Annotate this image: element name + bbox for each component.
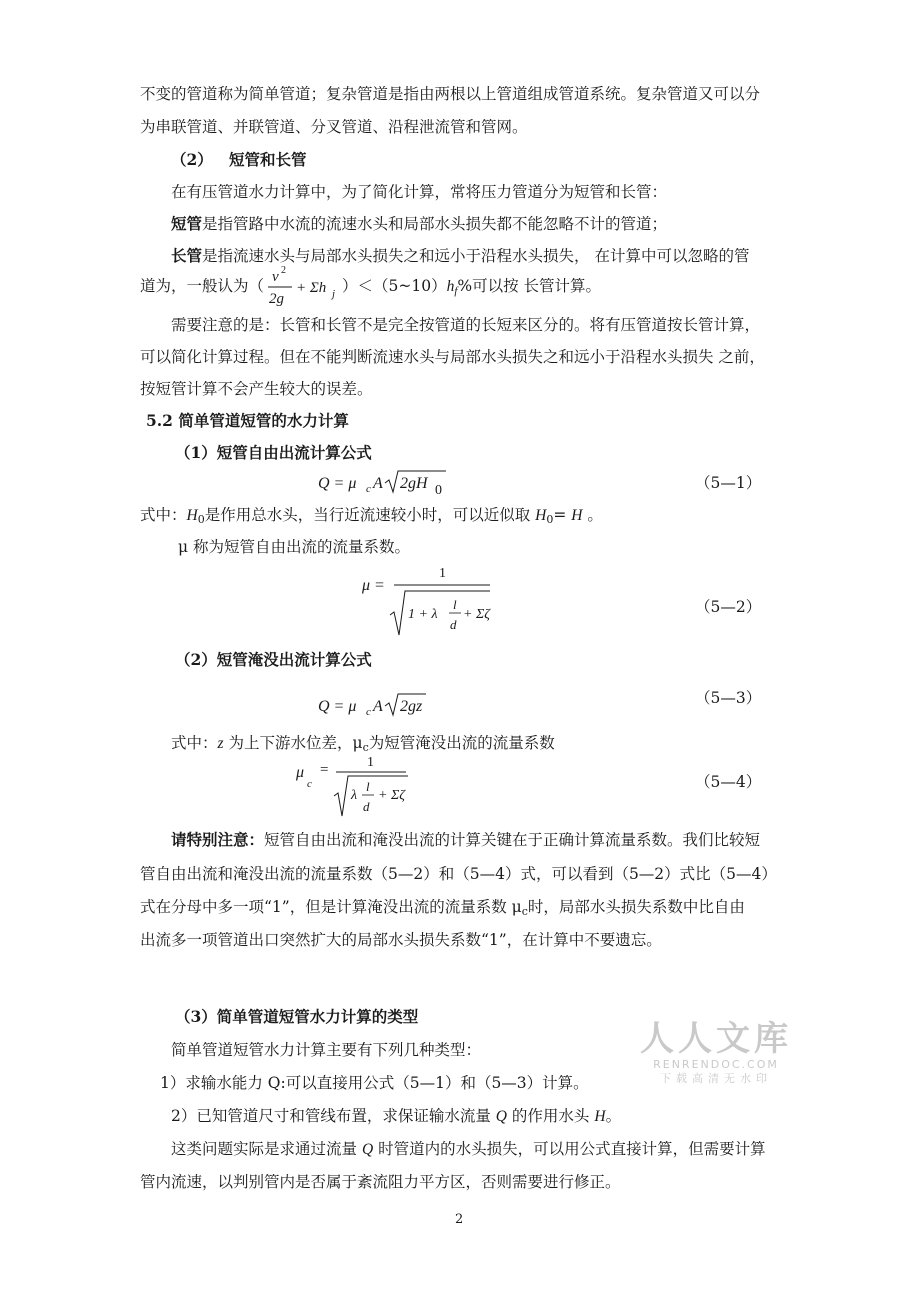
eq3-where-pre: 式中： [171, 734, 218, 752]
special-note-line1 [171, 830, 760, 850]
eq1-mid: A [373, 475, 383, 492]
type2-end: 。 [605, 1107, 622, 1125]
eq-5-2 [362, 563, 497, 645]
heading-short-long [171, 150, 307, 170]
special-note-line4: 出流多一项管道出口突然扩大的局部水头损失系数“1”，在计算中不要遗忘。 [140, 931, 662, 949]
watermark-slogan: 下载高清无水印 [660, 1072, 772, 1085]
def-long-text1: 是指流速水头与局部水头损失之和远小于沿程水头损失， 在计算中可以忽略的管 [202, 247, 750, 265]
section-5-2-title: 5.2 简单管道短管的水力计算 [146, 411, 349, 430]
page-number: 2 [455, 1212, 464, 1227]
special-note-line3-post: 时，局部水头损失系数中比自由 [527, 898, 745, 916]
def-long-term: 长管 [171, 246, 203, 265]
hf-sub: f [454, 285, 458, 297]
types-intro: 简单管道短管水力计算主要有下列几种类型： [171, 1041, 482, 1059]
eq-5-2-number: （5—2） [695, 598, 762, 616]
frac-numerator-sup: 2 [281, 265, 287, 276]
eq-5-1-svg [318, 467, 458, 497]
eq4-eq: = [320, 762, 329, 778]
type2 [171, 1106, 621, 1127]
h-symbol: H [571, 507, 583, 524]
watermark-logo: 人人文库 [640, 1019, 792, 1059]
h0-sub: 0 [197, 513, 205, 526]
eq3-rad: 2gz [400, 698, 423, 715]
eq1-where-text: 是作用总水头，当行近流速较小时，可以近似取 [204, 506, 536, 524]
z-symbol: z [217, 735, 224, 752]
h0-symbol: H [186, 507, 198, 524]
type2-pre: 2）已知管道尺寸和管线布置，求保证输水流量 [171, 1107, 496, 1125]
frac-plus-sum: + Σh [296, 280, 327, 296]
special-note-line2: 管自由出流和淹没出流的流量系数（5—2）和（5—4）式，可以看到（5—2）式比（5—4） [140, 865, 777, 883]
frac-numerator: v [272, 269, 279, 285]
type2-desc-post: 时管道内的水头损失，可以用公式直接计算，但需要计算 [373, 1140, 766, 1158]
eq1-rad-sub: 0 [435, 483, 442, 498]
eq2-numerator: 1 [439, 566, 446, 581]
special-note-line3-pre: 式在分母中多一项“1”，但是计算淹没出流的流量系数 μ [140, 898, 522, 916]
def-long-line1 [171, 246, 749, 266]
def-long-line2-post: ）＜（5~10） [342, 277, 447, 295]
eq4-lhs-sub: c [307, 778, 312, 790]
h0b-symbol: H [535, 507, 547, 524]
eq-5-2-svg [362, 563, 497, 641]
eq2-one-lambda: 1 + λ [408, 607, 438, 622]
type1: 1）求输水能力 Q:可以直接用公式（5—1）和（5—3）计算。 [160, 1074, 589, 1092]
sub2-title: （2）短管淹没出流计算公式 [175, 650, 372, 669]
para1-line1: 不变的管道称为简单管道；复杂管道是指由两根以上管道组成管道系统。复杂管道又可以分 [140, 85, 761, 103]
type2-q: Q [495, 1108, 507, 1125]
eq2-d: d [450, 617, 457, 632]
eq1-where-eq: = [553, 506, 572, 524]
eq4-numerator: 1 [367, 755, 374, 770]
eq1-where-pre: 式中： [140, 506, 187, 524]
type2-desc-pre: 这类问题实际是求通过流量 [171, 1140, 362, 1158]
eq4-sum: + Σζ [378, 788, 405, 803]
velocity-head-fraction [264, 265, 342, 309]
eq3-where-text2: 为短管淹没出流的流量系数 [368, 734, 555, 752]
eq4-l: l [366, 779, 370, 794]
eq-5-1 [318, 467, 458, 501]
type2-h: H [594, 1108, 606, 1125]
special-note-line3 [140, 897, 745, 922]
heading-number: （2） [171, 150, 213, 169]
watermark [640, 1020, 792, 1086]
eq3-where-text: 为上下游水位差，μ [223, 734, 363, 752]
special-note-term: 请特别注意： [171, 830, 265, 849]
type2-desc-q: Q [361, 1141, 374, 1158]
def-long-line2-pre: 道为，一般认为（ [140, 277, 265, 295]
eq2-l: l [453, 597, 457, 612]
heading-text: 短管和长管 [229, 150, 307, 169]
eq1-where [140, 505, 603, 530]
def-long-line2-end: %可以按 长管计算。 [457, 277, 602, 295]
def-short [171, 214, 667, 234]
eq3-mid: A [373, 698, 383, 715]
eq2-sum: + Σζ [463, 607, 490, 622]
eq-5-4-svg [296, 752, 416, 822]
eq4-lambda: λ [351, 788, 358, 803]
note-line3: 按短管计算不会产生较大的误差。 [140, 380, 373, 398]
sub3-title: （3）简单管道短管水力计算的类型 [175, 1007, 419, 1026]
note-line2: 可以简化计算过程。但在不能判断流速水头与局部水头损失之和远小于沿程水头损失 之前， [140, 348, 765, 366]
hf-symbol: h [446, 278, 455, 295]
eq1-lhs: Q = μ [318, 475, 357, 492]
special-note-line3-sub: c [521, 905, 528, 918]
type2-desc-line2: 管内流速，以判别管内是否属于紊流阻力平方区，否则需要进行修正。 [140, 1173, 621, 1191]
para-intro: 在有压管道水力计算中，为了简化计算，常将压力管道分为短管和长管： [171, 183, 668, 201]
eq2-lhs: μ = [362, 577, 385, 594]
special-note-text1: 短管自由出流和淹没出流的计算关键在于正确计算流量系数。我们比较短 [264, 831, 761, 849]
muc-sub: c [362, 741, 369, 754]
eq-5-4 [296, 752, 416, 826]
watermark-url: RENRENDOC.COM [653, 1058, 779, 1071]
h0b-sub: 0 [546, 513, 554, 526]
def-short-text: 是指管路中水流的流速水头和局部水头损失都不能忽略不计的管道； [202, 215, 668, 233]
eq3-sub: c [366, 706, 371, 718]
eq-5-1-number: （5—1） [695, 474, 762, 492]
eq1-where-end: 。 [582, 506, 603, 524]
frac-sub-j: j [332, 288, 336, 300]
para1-line2: 为串联管道、并联管道、分叉管道、沿程泄流管和管网。 [140, 118, 528, 136]
eq1-rad: 2gH [400, 475, 428, 492]
eq4-d: d [363, 799, 370, 814]
def-long-line2 [140, 264, 601, 313]
frac-denominator: 2g [269, 291, 285, 307]
velocity-head-fraction-svg [264, 265, 342, 309]
type2-mid: 的作用水头 [507, 1107, 595, 1125]
type2-desc-line1 [171, 1139, 766, 1160]
eq3-lhs: Q = μ [318, 698, 357, 715]
eq1-sub: c [366, 483, 371, 495]
note-line1: 需要注意的是：长管和长管不是完全按管道的长短来区分的。将有压管道按长管计算， [171, 316, 761, 334]
eq-5-4-number: （5—4） [695, 773, 762, 791]
def-short-term: 短管 [171, 214, 203, 233]
eq4-lhs: μ [296, 764, 305, 781]
eq-5-3-number: （5—3） [695, 689, 762, 707]
eq-5-3-svg [318, 690, 428, 720]
eq-5-3 [318, 690, 428, 724]
mu-definition: μ 称为短管自由出流的流量系数。 [178, 538, 411, 556]
sub1-title: （1）短管自由出流计算公式 [175, 443, 372, 462]
